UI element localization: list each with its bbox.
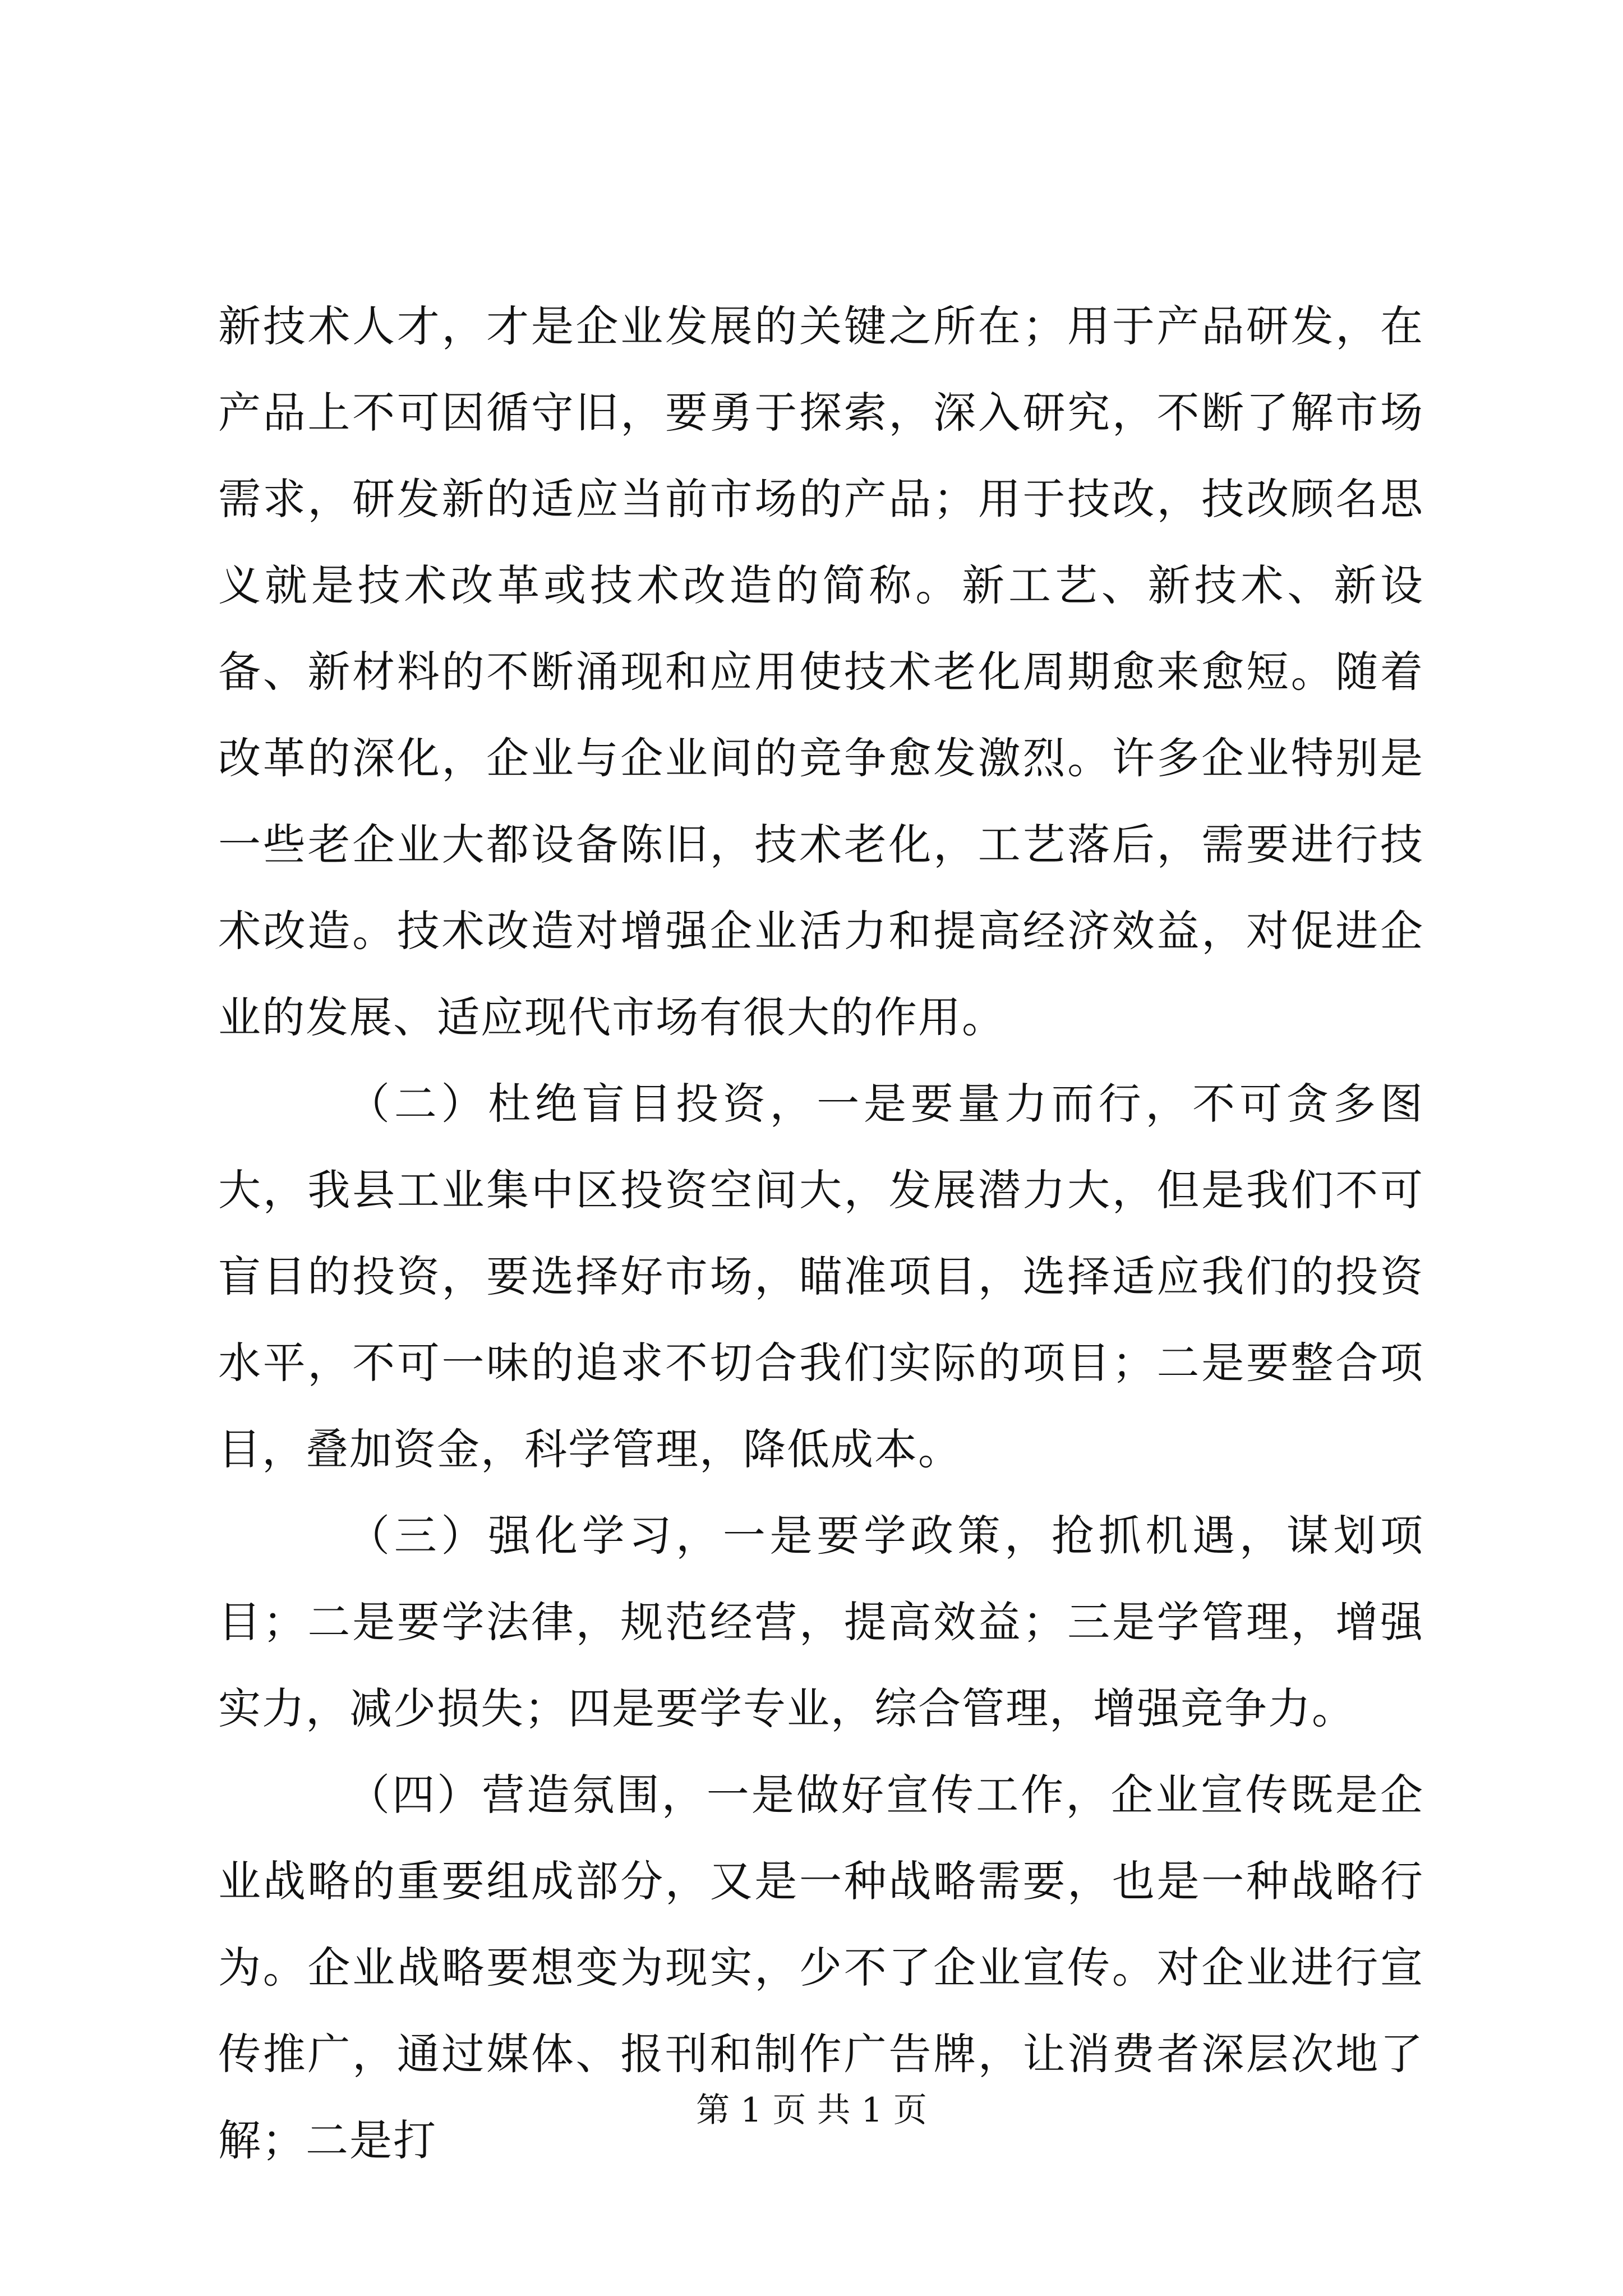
paragraph-section-3: （三）强化学习，一是要学政策，抢抓机遇，谋划项目；二是要学法律，规范经营，提高效益；三是学管理，增强实力，减少损失；四是要学专业，综合管理，增强竞争力。 bbox=[218, 1511, 1424, 1733]
paragraph-section-4: （四）营造氛围，一是做好宣传工作，企业宣传既是企业战略的重要组成部分，又是一种战略需要，也是一种战略行为。企业战略要想变为现实，少不了企业宣传。对企业进行宣传推广，通过媒体、报刊和制作广告牌，让消费者深层次地了解；二是打 bbox=[218, 1770, 1424, 2165]
paragraph-section-2: （二）杜绝盲目投资，一是要量力而行，不可贪多图大，我县工业集中区投资空间大，发展潜力大，但是我们不可盲目的投资，要选择好市场，瞄准项目，选择适应我们的投资水平，不可一味的追求不切合我们实际的项目；二是要整合项目，叠加资金，科学管理，降低成本。 bbox=[218, 1079, 1424, 1474]
document-body bbox=[218, 283, 1424, 2184]
page-number-footer: 第 1 页 共 1 页 bbox=[696, 2091, 927, 2130]
paragraph-continuation: 新技术人才，才是企业发展的关键之所在；用于产品研发，在产品上不可因循守旧，要勇于探索，深入研究，不断了解市场需求，研发新的适应当前市场的产品；用于技改，技改顾名思义就是技术改革或技术改造的简称。新工艺、新技术、新设备、新材料的不断涌现和应用使技术老化周期愈来愈短。随着改革的深化，企业与企业间的竞争愈发激烈。许多企业特别是一些老企业大都设备陈旧，技术老化，工艺落后，需要进行技术改造。技术改造对增强企业活力和提高经济效益，对促进企业的发展、适应现代市场有很大的作用。 bbox=[218, 301, 1424, 1042]
